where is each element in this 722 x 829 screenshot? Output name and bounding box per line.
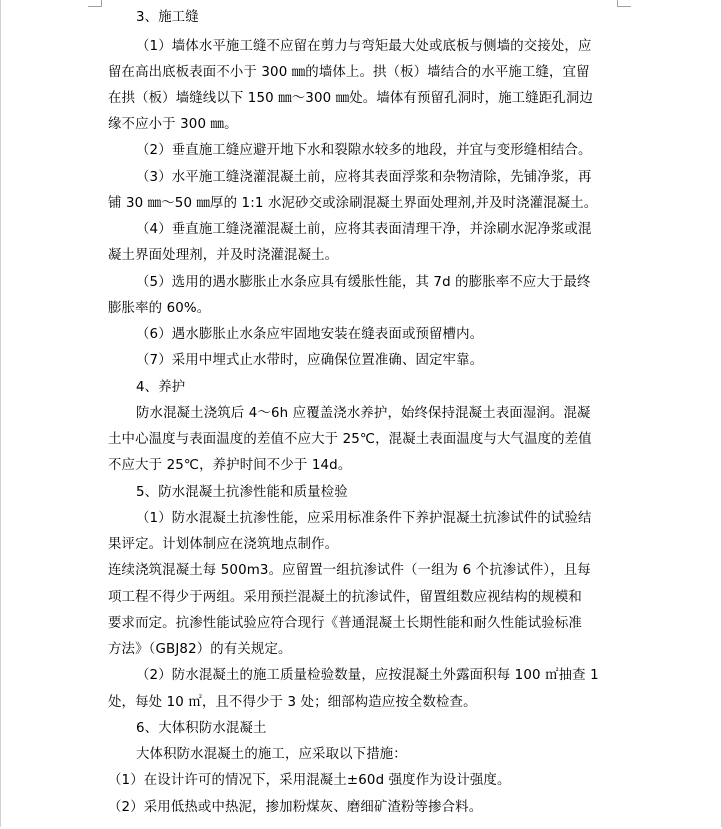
text-line: 项工程不得少于两组。采用预拦混凝土的抗渗试件，留置组数应视结构的规模和: [108, 590, 582, 605]
text-line: 防水混凝土浇筑后 4～6h 应覆盖浇水养护，始终保持混凝土表面湿润。混凝: [136, 406, 591, 421]
section-heading-mass-concrete: 6、大体积防水混凝土: [136, 721, 267, 736]
text-line: 膨胀率的 60%。: [108, 301, 211, 316]
text-line: （1）在设计许可的情况下，采用混凝土±60d 强度作为设计强度。: [108, 773, 511, 788]
section-heading-construction-joints: 3、施工缝: [136, 10, 199, 25]
text-line: 不应大于 25℃，养护时间不少于 14d。: [108, 458, 352, 473]
margin-mark-top-left: [88, 6, 102, 7]
text-line: 铺 30 ㎜～50 ㎜厚的 1:1 水泥砂交或涂刷混凝土界面处理剂,并及时浇灌混凝土。: [108, 196, 598, 211]
text-line: （3）水平施工缝浇灌混凝土前，应将其表面浮浆和杂物清除，先铺净浆，再: [136, 170, 592, 185]
text-line: 方法》（GBJ82）的有关规定。: [108, 642, 292, 657]
margin-mark-top-right-vertical: [617, 0, 618, 7]
text-line: （5）选用的遇水膨胀止水条应具有缓胀性能，其 7d 的膨胀率不应大于最终: [136, 275, 591, 290]
text-line: （7）采用中埋式止水带时，应确保位置准确、固定牢靠。: [136, 353, 484, 368]
text-line: （1）墙体水平施工缝不应留在剪力与弯矩最大处或底板与侧墙的交接处，应: [136, 39, 592, 54]
text-line: 连续浇筑混凝土每 500m3。应留置一组抗渗试件（一组为 6 个抗渗试件），且每: [108, 563, 591, 578]
text-line: 缘不应小于 300 ㎜。: [108, 117, 238, 132]
text-line: （2）垂直施工缝应避开地下水和裂隙水较多的地段，并宜与变形缝相结合。: [136, 143, 592, 158]
text-line: 要求而定。抗渗性能试验应符合现行《普通混凝土长期性能和耐久性能试验标准: [108, 616, 582, 631]
text-line: 处，每处 10 ㎡，且不得少于 3 处；细部构造应按全数检查。: [108, 695, 477, 710]
margin-mark-top-right: [617, 6, 631, 7]
text-line: （4）垂直施工缝浇灌混凝土前，应将其表面清理干净，并涂刷水泥净浆或混: [136, 222, 592, 237]
text-line: 凝土界面处理剂，并及时浇灌混凝土。: [108, 248, 339, 263]
text-line: （6）遇水膨胀止水条应牢固地安装在缝表面或预留槽内。: [136, 327, 484, 342]
section-heading-impermeability: 5、防水混凝土抗渗性能和质量检验: [136, 485, 348, 500]
text-line: 果评定。计划体制应在浇筑地点制作。: [108, 537, 339, 552]
text-line: （2）防水混凝土的施工质量检验数量，应按混凝土外露面积每 100 ㎡抽查 1: [136, 668, 599, 683]
text-line: （1）防水混凝土抗渗性能，应采用标准条件下养护混凝土抗渗试件的试验结: [136, 511, 592, 526]
section-heading-curing: 4、养护: [136, 380, 186, 395]
margin-mark-top-left-vertical: [101, 0, 102, 7]
text-line: 大体积防水混凝土的施工，应采取以下措施：: [136, 747, 407, 762]
text-line: 在拱（板）墙缝线以下 150 ㎜～300 ㎜处。墙体有预留孔洞时，施工缝距孔洞边: [108, 91, 593, 106]
text-line: 土中心温度与表面温度的差值不应大于 25℃，混凝土表面温度与大气温度的差值: [108, 432, 592, 447]
text-line: （2）采用低热或中热泥，掺加粉煤灰、磨细矿渣粉等掺合料。: [108, 800, 483, 815]
text-line: 留在高出底板表面不小于 300 ㎜的墙体上。拱（板）墙结合的水平施工缝，宜留: [108, 65, 590, 80]
